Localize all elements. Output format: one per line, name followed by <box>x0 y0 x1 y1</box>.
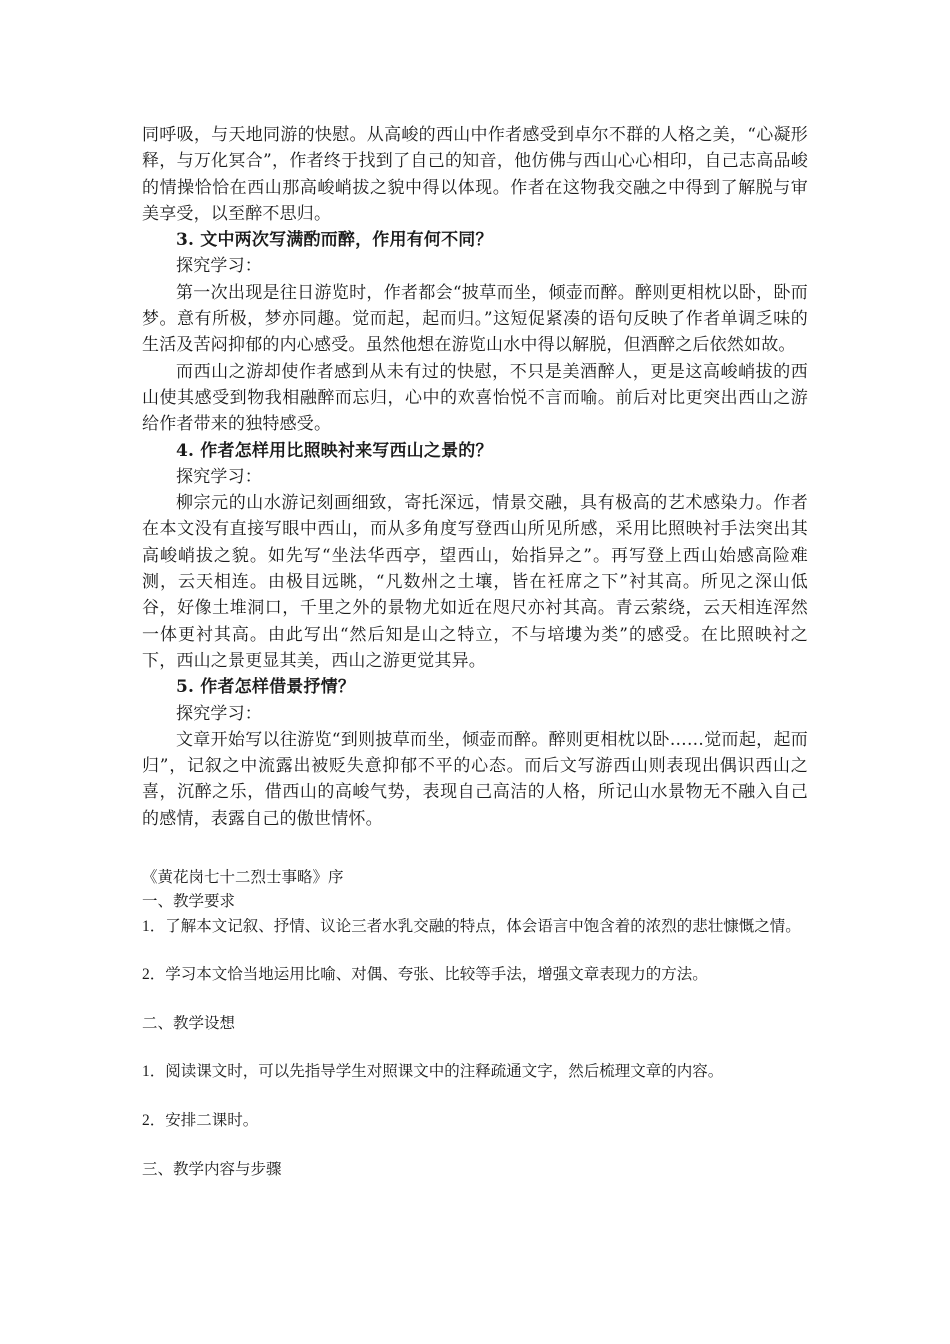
paragraph: 文章开始写以往游览“到则披草而坐，倾壶而醉。醉则更相枕以卧……觉而起，起而归”，记叙之中流露出被贬失意抑郁不平的心态。而后文写游西山则表现出偶识西山之喜，沉醉之乐，借西山的高峻气势，表现自己高洁的人格，所记山水景物无不融入自己的感情，表露自己的傲世情怀。 <box>142 729 808 829</box>
list-item: 1．阅读课文时，可以先指导学生对照课文中的注释疏通文字，然后梳理文章的内容。 <box>142 1063 724 1081</box>
section-heading: 一、教学要求 <box>142 893 236 911</box>
question-3-heading: 3. 文中两次写满酌而醉，作用有何不同？ <box>176 230 493 251</box>
xishan-analysis <box>142 122 808 832</box>
paragraph: 柳宗元的山水游记刻画细致，寄托深远，情景交融，具有极高的艺术感染力。作者在本文没有直接写眼中西山，而从多角度写登西山所见所感，采用比照映衬手法突出其高峻峭拔之貌。如先写“坐法华西亭，望西山，始指异之”。再写登上西山始感高险难测，云天相连。由极目远眺，“凡数州之土壤，皆在衽席之下”衬其高。所见之深山低谷，好像土堆洞口，千里之外的景物尤如近在咫尺亦衬其高。青云萦绕，云天相连浑然一体更衬其高。由此写出“然后知是山之特立，不与培塿为类”的感受。在比照映衬之下，西山之景更显其美，西山之游更觉其异。 <box>142 493 808 671</box>
document-page <box>142 122 808 1182</box>
section-heading: 三、教学内容与步骤 <box>142 1160 282 1178</box>
huanghuagang-lesson <box>142 866 808 1182</box>
list-item: 2．安排二课时。 <box>142 1111 259 1129</box>
question-5-label: 探究学习： <box>176 703 262 724</box>
section-heading: 二、教学设想 <box>142 1014 236 1032</box>
lesson-title: 《黄花岗七十二烈士事略》序 <box>142 869 344 887</box>
question-4-label: 探究学习： <box>176 466 262 487</box>
paragraph: 而西山之游却使作者感到从未有过的快慰，不只是美酒醉人，更是这高峻峭拔的西山使其感受到物我相融醉而忘归，心中的欢喜怡悦不言而喻。前后对比更突出西山之游给作者带来的独特感受。 <box>142 361 808 435</box>
list-item: 2．学习本文恰当地运用比喻、对偶、夸张、比较等手法，增强文章表现力的方法。 <box>142 966 708 984</box>
question-3-label: 探究学习： <box>176 256 262 277</box>
question-4-heading: 4. 作者怎样用比照映衬来写西山之景的？ <box>176 440 493 461</box>
paragraph: 同呼吸，与天地同游的快慰。从高峻的西山中作者感受到卓尔不群的人格之美，“心凝形释，与万化冥合”，作者终于找到了自己的知音，他仿佛与西山心心相印，自己志高品峻的情操恰恰在西山那高峻峭拔之貌中得以体现。作者在这物我交融之中得到了解脱与审美享受，以至醉不思归。 <box>142 125 808 224</box>
question-5-heading: 5. 作者怎样借景抒情？ <box>176 677 356 698</box>
list-item: 1．了解本文记叙、抒情、议论三者水乳交融的特点，体会语言中饱含着的浓烈的悲壮慷慨之情。 <box>142 917 801 935</box>
paragraph: 第一次出现是往日游览时，作者都会“披草而坐，倾壶而醉。醉则更相枕以卧，卧而梦。意有所极，梦亦同趣。觉而起，起而归。”这短促紧凑的语句反映了作者单调乏味的生活及苦闷抑郁的内心感受。虽然他想在游览山水中得以解脱，但酒醉之后依然如故。 <box>142 282 808 356</box>
